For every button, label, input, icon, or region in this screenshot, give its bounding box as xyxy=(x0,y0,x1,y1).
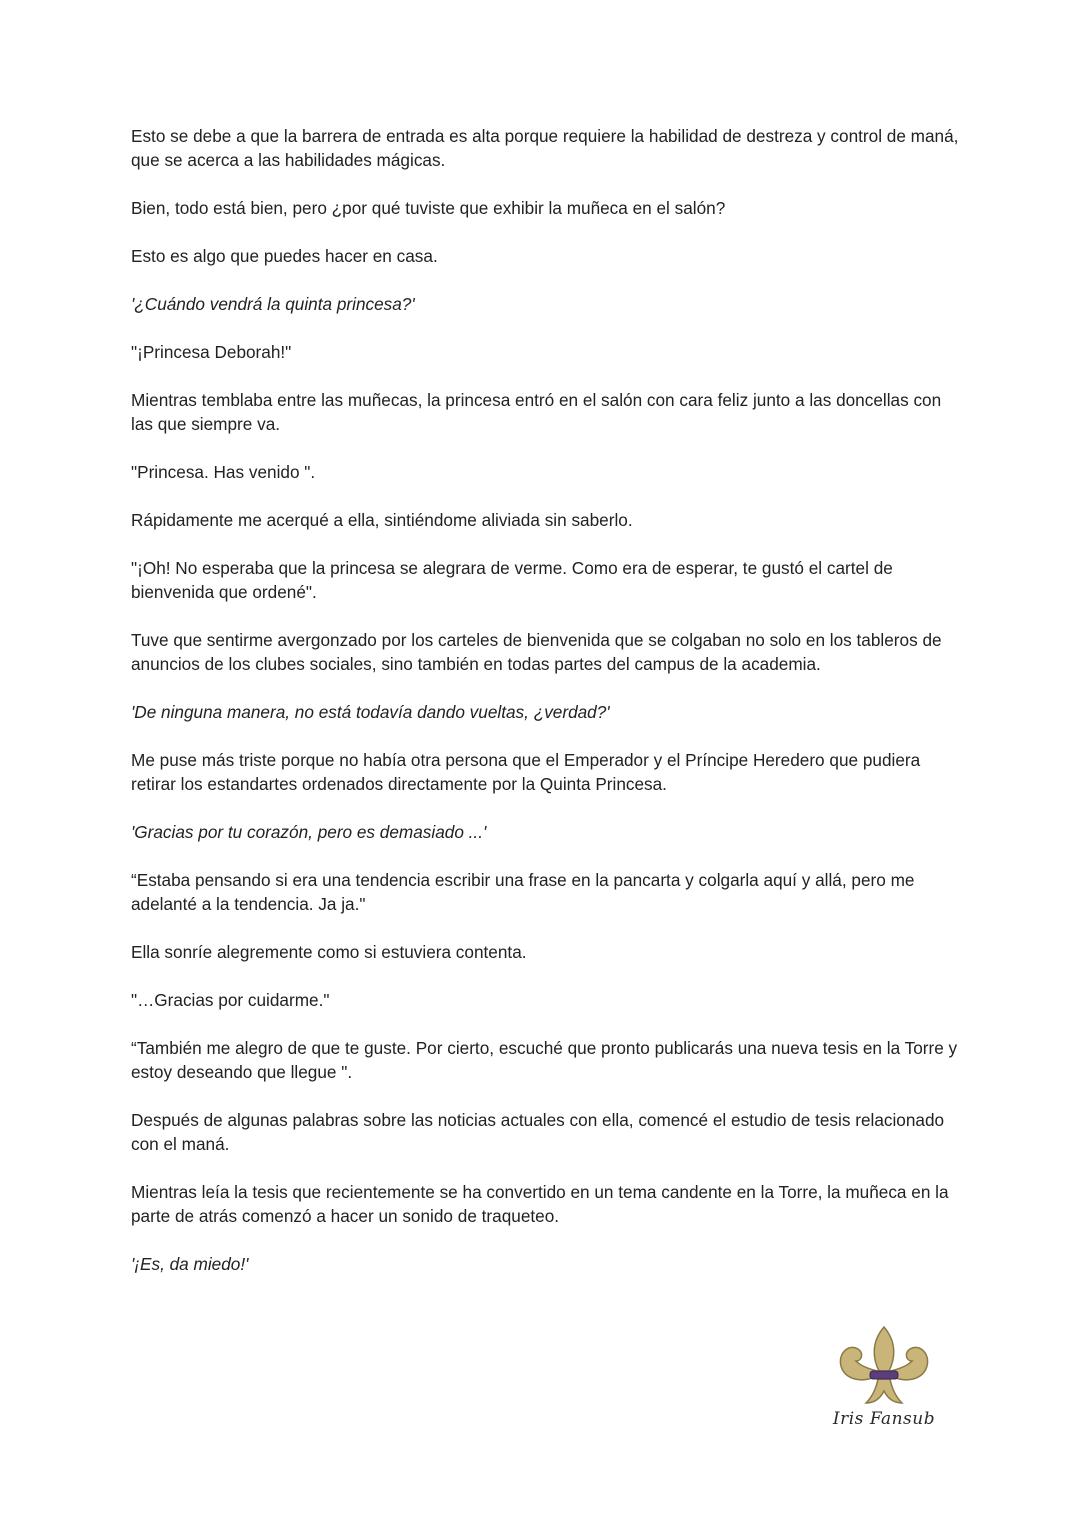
paragraph: Rápidamente me acerqué a ella, sintiéndome aliviada sin saberlo. xyxy=(131,510,633,530)
paragraph: “Estaba pensando si era una tendencia escribir una frase en la pancarta y colgarla aquí y allá, pero me adelanté a la tendencia. Ja ja." xyxy=(131,870,915,914)
inner-thought-paragraph: '¿Cuándo vendrá la quinta princesa?' xyxy=(131,294,415,314)
paragraph: Esto es algo que puedes hacer en casa. xyxy=(131,246,438,266)
paragraph: “También me alegro de que te guste. Por cierto, escuché que pronto publicarás una nueva tesis en la Torre y estoy deseando que llegue ". xyxy=(131,1038,958,1082)
paragraph: Mientras leía la tesis que recientemente se ha convertido en un tema candente en la Torre, la muñeca en la parte de atrás comenzó a hacer un sonido de traqueteo. xyxy=(131,1182,949,1226)
paragraph: Ella sonríe alegremente como si estuviera contenta. xyxy=(131,942,527,962)
paragraph: "¡Oh! No esperaba que la princesa se alegrara de verme. Como era de esperar, te gustó el cartel de bienvenida que ordené". xyxy=(131,558,893,602)
iris-fansub-logo xyxy=(832,1325,936,1437)
fleur-de-lis-icon xyxy=(832,1325,936,1409)
paragraph: Mientras temblaba entre las muñecas, la princesa entró en el salón con cara feliz junto a las doncellas con las que siempre va. xyxy=(131,390,942,434)
inner-thought-paragraph: '¡Es, da miedo!' xyxy=(131,1254,249,1274)
paragraph: Esto se debe a que la barrera de entrada es alta porque requiere la habilidad de destreza y control de maná, que se acerca a las habilidades mágicas. xyxy=(131,126,959,170)
paragraph: "…Gracias por cuidarme." xyxy=(131,990,330,1010)
paragraph: Después de algunas palabras sobre las noticias actuales con ella, comencé el estudio de tesis relacionado con el maná. xyxy=(131,1110,945,1154)
logo-text: Iris Fansub xyxy=(832,1409,936,1429)
paragraph: Me puse más triste porque no había otra persona que el Emperador y el Príncipe Heredero que pudiera retirar los estandartes ordenados directamente por la Quinta Princesa. xyxy=(131,750,921,794)
paragraph: "¡Princesa Deborah!" xyxy=(131,342,292,362)
document-body xyxy=(131,124,961,1300)
inner-thought-paragraph: 'De ninguna manera, no está todavía dando vueltas, ¿verdad?' xyxy=(131,702,610,722)
paragraph: Tuve que sentirme avergonzado por los carteles de bienvenida que se colgaban no solo en los tableros de anuncios de los clubes sociales, sino también en todas partes del campus de la academia. xyxy=(131,630,942,674)
inner-thought-paragraph: 'Gracias por tu corazón, pero es demasiado ...' xyxy=(131,822,487,842)
paragraph: "Princesa. Has venido ". xyxy=(131,462,316,482)
paragraph: Bien, todo está bien, pero ¿por qué tuviste que exhibir la muñeca en el salón? xyxy=(131,198,726,218)
